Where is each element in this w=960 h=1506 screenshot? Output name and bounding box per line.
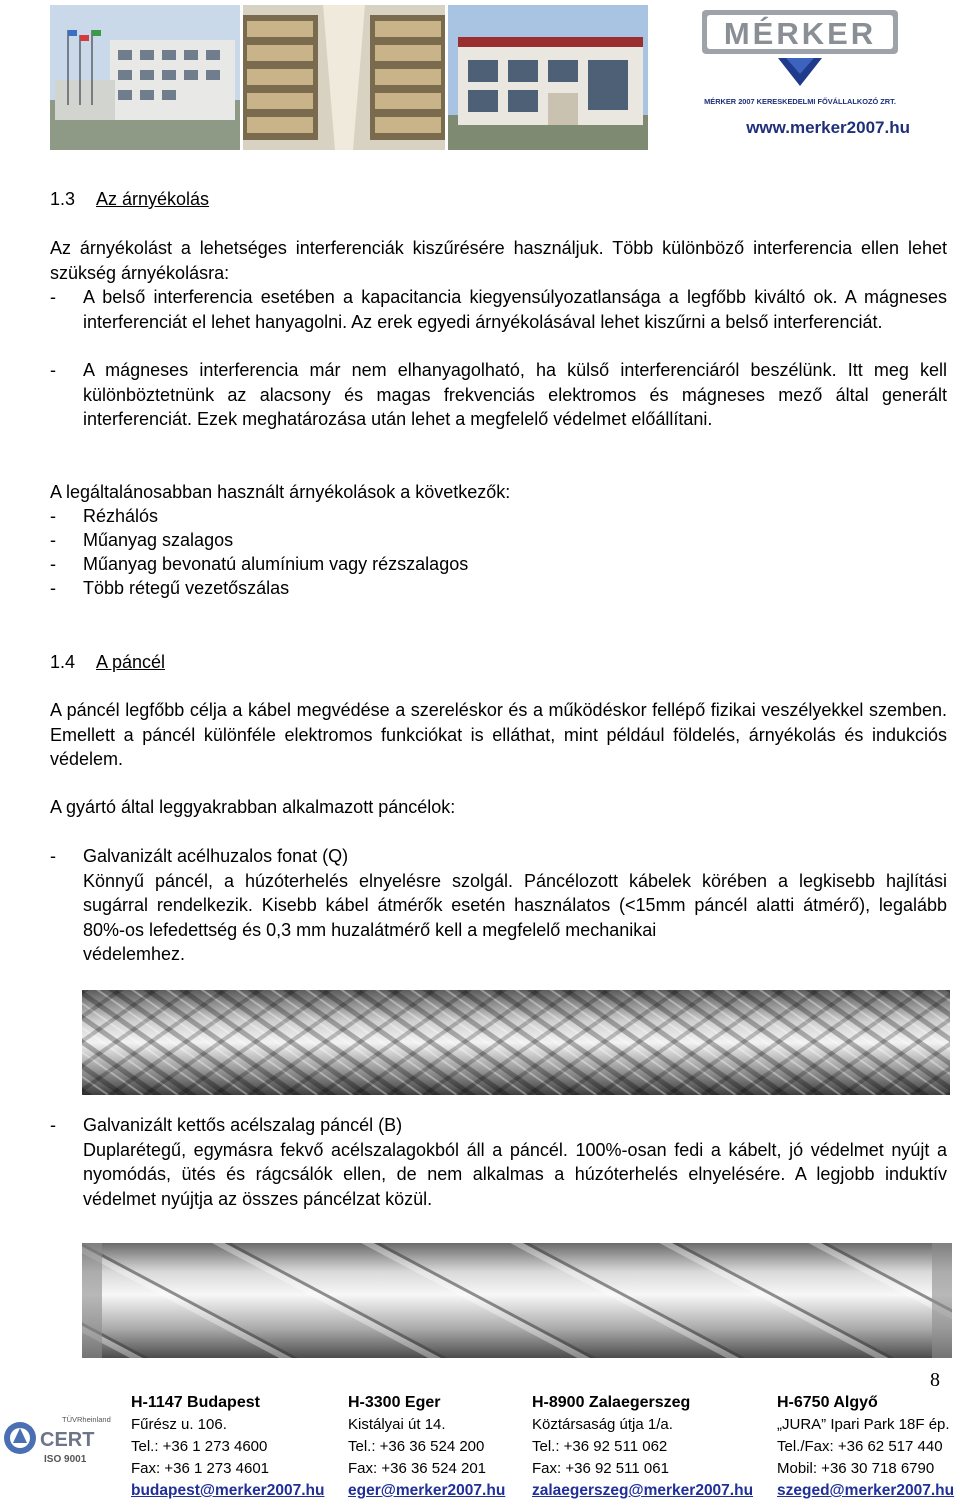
section-1-4-intro: A páncél legfőbb célja a kábel megvédése a szereléskor és a működéskor fellépő fizikai veszélyekkel szemben. Emellett a páncél különféle elektromos funkciókat is elláthat, mint például földelés, árnyékolás és indukciós védelem.: [50, 700, 947, 769]
footer-office-budapest: [131, 1392, 324, 1502]
list-item: - Rézhálós: [50, 504, 947, 529]
section-number: 1.4: [50, 652, 76, 672]
cert-org: TÜVRheinland: [62, 1415, 111, 1424]
shielding-bullet-external: - A mágneses interferencia már nem elhanyagolható, ha külső interferenciáról beszélünk. Itt meg kell különböztetnünk az alacsony és magas frekvenciás elektromos és mágneses mező által generált interferenciát. Ezek meghatározása után lehet a megfelelő védelmet előállítani.: [50, 358, 947, 432]
office-phone: Tel.: +36 92 511 062: [532, 1438, 668, 1455]
cert-iso: ISO 9001: [44, 1454, 87, 1465]
list-item-text: Műanyag bevonatú alumínium vagy rézszalagos: [83, 554, 469, 574]
armor-list-intro: A gyártó által leggyakrabban alkalmazott páncélok:: [50, 797, 456, 817]
cert-label: CERT: [40, 1429, 95, 1451]
footer-office-algyo: [777, 1392, 954, 1502]
armor-text-end: védelemhez.: [83, 944, 186, 964]
logo-text: MÉRKER: [723, 16, 877, 51]
section-1-3-intro: Az árnyékolást a lehetséges interferenciák kiszűrésére használjuk. Több különböző interferencia ellen lehet szükség árnyékolásra:: [50, 238, 947, 283]
tuv-cert-badge: [2, 1408, 118, 1468]
office-fax: Fax: +36 92 511 061: [532, 1460, 669, 1477]
office-city: H-3300 Eger: [348, 1394, 441, 1411]
shielding-list-intro: A legáltalánosabban használt árnyékolások a következők:: [50, 482, 511, 502]
footer-office-eger: [348, 1392, 505, 1502]
merker-logo: [700, 8, 900, 112]
office-address: Kistályai út 14.: [348, 1416, 446, 1433]
header-photo-building: [50, 5, 240, 150]
steel-tape-cable-image: [82, 1243, 952, 1358]
header-photo-warehouse: [243, 5, 445, 150]
office-fax: Fax: +36 36 524 201: [348, 1460, 487, 1477]
office-email-link[interactable]: zalaegerszeg@merker2007.hu: [532, 1482, 754, 1499]
armor-item-double-tape: - Galvanizált kettős acélszalag páncél (B) Duplarétegű, egymásra fekvő acélszalagokból áll a páncél. 100%-osan fedi a kábelt, jó védelmet nyújt a nyomódás, ütés és rágcsálók ellen, de nem alkalmas a húzóterhelés elnyelésére. A legjobb induktív védelmet nyújtja az összes páncélzat közül.: [50, 1113, 947, 1211]
armor-text: Könnyű páncél, a húzóterhelés elnyelésre szolgál. Páncélozott kábelek körében a legkisebb hajlítási sugárral rendelkezik. Kisebb kábel átmérők esetén használatos (<15mm páncél alatti átmérő), legalább 80%-os lefedettség és 0,3 mm huzalátmérő kell a megfelelő mechanikai: [83, 870, 947, 940]
section-number: 1.3: [50, 189, 76, 209]
office-phone: Tel./Fax: +36 62 517 440: [777, 1438, 943, 1455]
office-phone: Tel.: +36 1 273 4600: [131, 1438, 268, 1455]
bullet-text: A mágneses interferencia már nem elhanyagolható, ha külső interferenciáról beszélünk. Itt meg kell különböztetnünk az alacsony és magas frekvenciás elektromos és mágneses mező által generált interferenciát. Ezek meghatározása után lehet a megfelelő védelmet előállítani.: [83, 360, 947, 429]
office-email-link[interactable]: szeged@merker2007.hu: [777, 1482, 955, 1499]
logo-tagline: MÉRKER 2007 KERESKEDELMI FŐVÁLLALKOZÓ ZRT.: [704, 97, 896, 106]
office-fax: Fax: +36 1 273 4601: [131, 1460, 270, 1477]
section-title: A páncél: [96, 652, 166, 672]
braided-cable-image: [82, 990, 950, 1095]
office-address: Fűrész u. 106.: [131, 1416, 227, 1433]
office-city: H-1147 Budapest: [131, 1394, 260, 1411]
list-item: - Műanyag szalagos: [50, 528, 947, 553]
office-phone: Tel.: +36 36 524 200: [348, 1438, 485, 1455]
header-photo-office: [448, 5, 648, 150]
office-email-link[interactable]: eger@merker2007.hu: [348, 1482, 506, 1499]
armor-title: Galvanizált kettős acélszalag páncél (B): [83, 1115, 403, 1135]
section-title: Az árnyékolás: [96, 189, 210, 209]
armor-title: Galvanizált acélhuzalos fonat (Q): [83, 846, 349, 866]
list-item: - Több rétegű vezetőszálas: [50, 576, 947, 601]
office-city: H-6750 Algyő: [777, 1394, 878, 1411]
armor-item-wire-braid: - Galvanizált acélhuzalos fonat (Q) Könnyű páncél, a húzóterhelés elnyelésre szolgál. Páncélozott kábelek körében a legkisebb hajlítási sugárral rendelkezik. Kisebb kábel átmérők esetén használatos (<15mm páncél alatti átmérő), legalább 80%-os lefedettség és 0,3 mm huzalátmérő kell a megfelelő mechanikai védelemhez.: [50, 844, 947, 967]
footer-office-zalaegerszeg: [532, 1392, 753, 1502]
office-address: Köztársaság útja 1/a.: [532, 1416, 673, 1433]
list-item-text: Rézhálós: [83, 506, 159, 526]
list-item: - Műanyag bevonatú alumínium vagy rézszalagos: [50, 552, 947, 577]
office-mobile: Mobil: +36 30 718 6790: [777, 1460, 935, 1477]
section-1-4-heading: [50, 650, 165, 675]
page-number: 8: [930, 1369, 940, 1391]
office-city: H-8900 Zalaegerszeg: [532, 1394, 691, 1411]
shielding-bullet-internal: - A belső interferencia esetében a kapacitancia kiegyensúlyozatlansága a legfőbb kiváltó ok. A mágneses interferenciát el lehet hanyagolni. Az erek egyedi árnyékolásával lehet kiszűrni a belső interferenciát.: [50, 285, 947, 334]
list-item-text: Több rétegű vezetőszálas: [83, 578, 290, 598]
office-email-link[interactable]: budapest@merker2007.hu: [131, 1482, 325, 1499]
list-item-text: Műanyag szalagos: [83, 530, 234, 550]
site-url[interactable]: www.merker2007.hu: [746, 118, 910, 137]
bullet-text: A belső interferencia esetében a kapacitancia kiegyensúlyozatlansága a legfőbb kiváltó ok. A mágneses interferenciát el lehet hanyagolni. Az erek egyedi árnyékolásával lehet kiszűrni a belső interferenciát.: [83, 287, 947, 332]
office-address: „JURA” Ipari Park 18F ép.: [777, 1416, 950, 1433]
section-1-3-heading: [50, 187, 209, 212]
armor-text: Duplarétegű, egymásra fekvő acélszalagokból áll a páncél. 100%-osan fedi a kábelt, jó védelmet nyújt a nyomódás, ütés és rágcsálók ellen, de nem alkalmas a húzóterhelés elnyelésére. A legjobb induktív védelmet nyújtja az összes páncélzat közül.: [83, 1139, 947, 1209]
